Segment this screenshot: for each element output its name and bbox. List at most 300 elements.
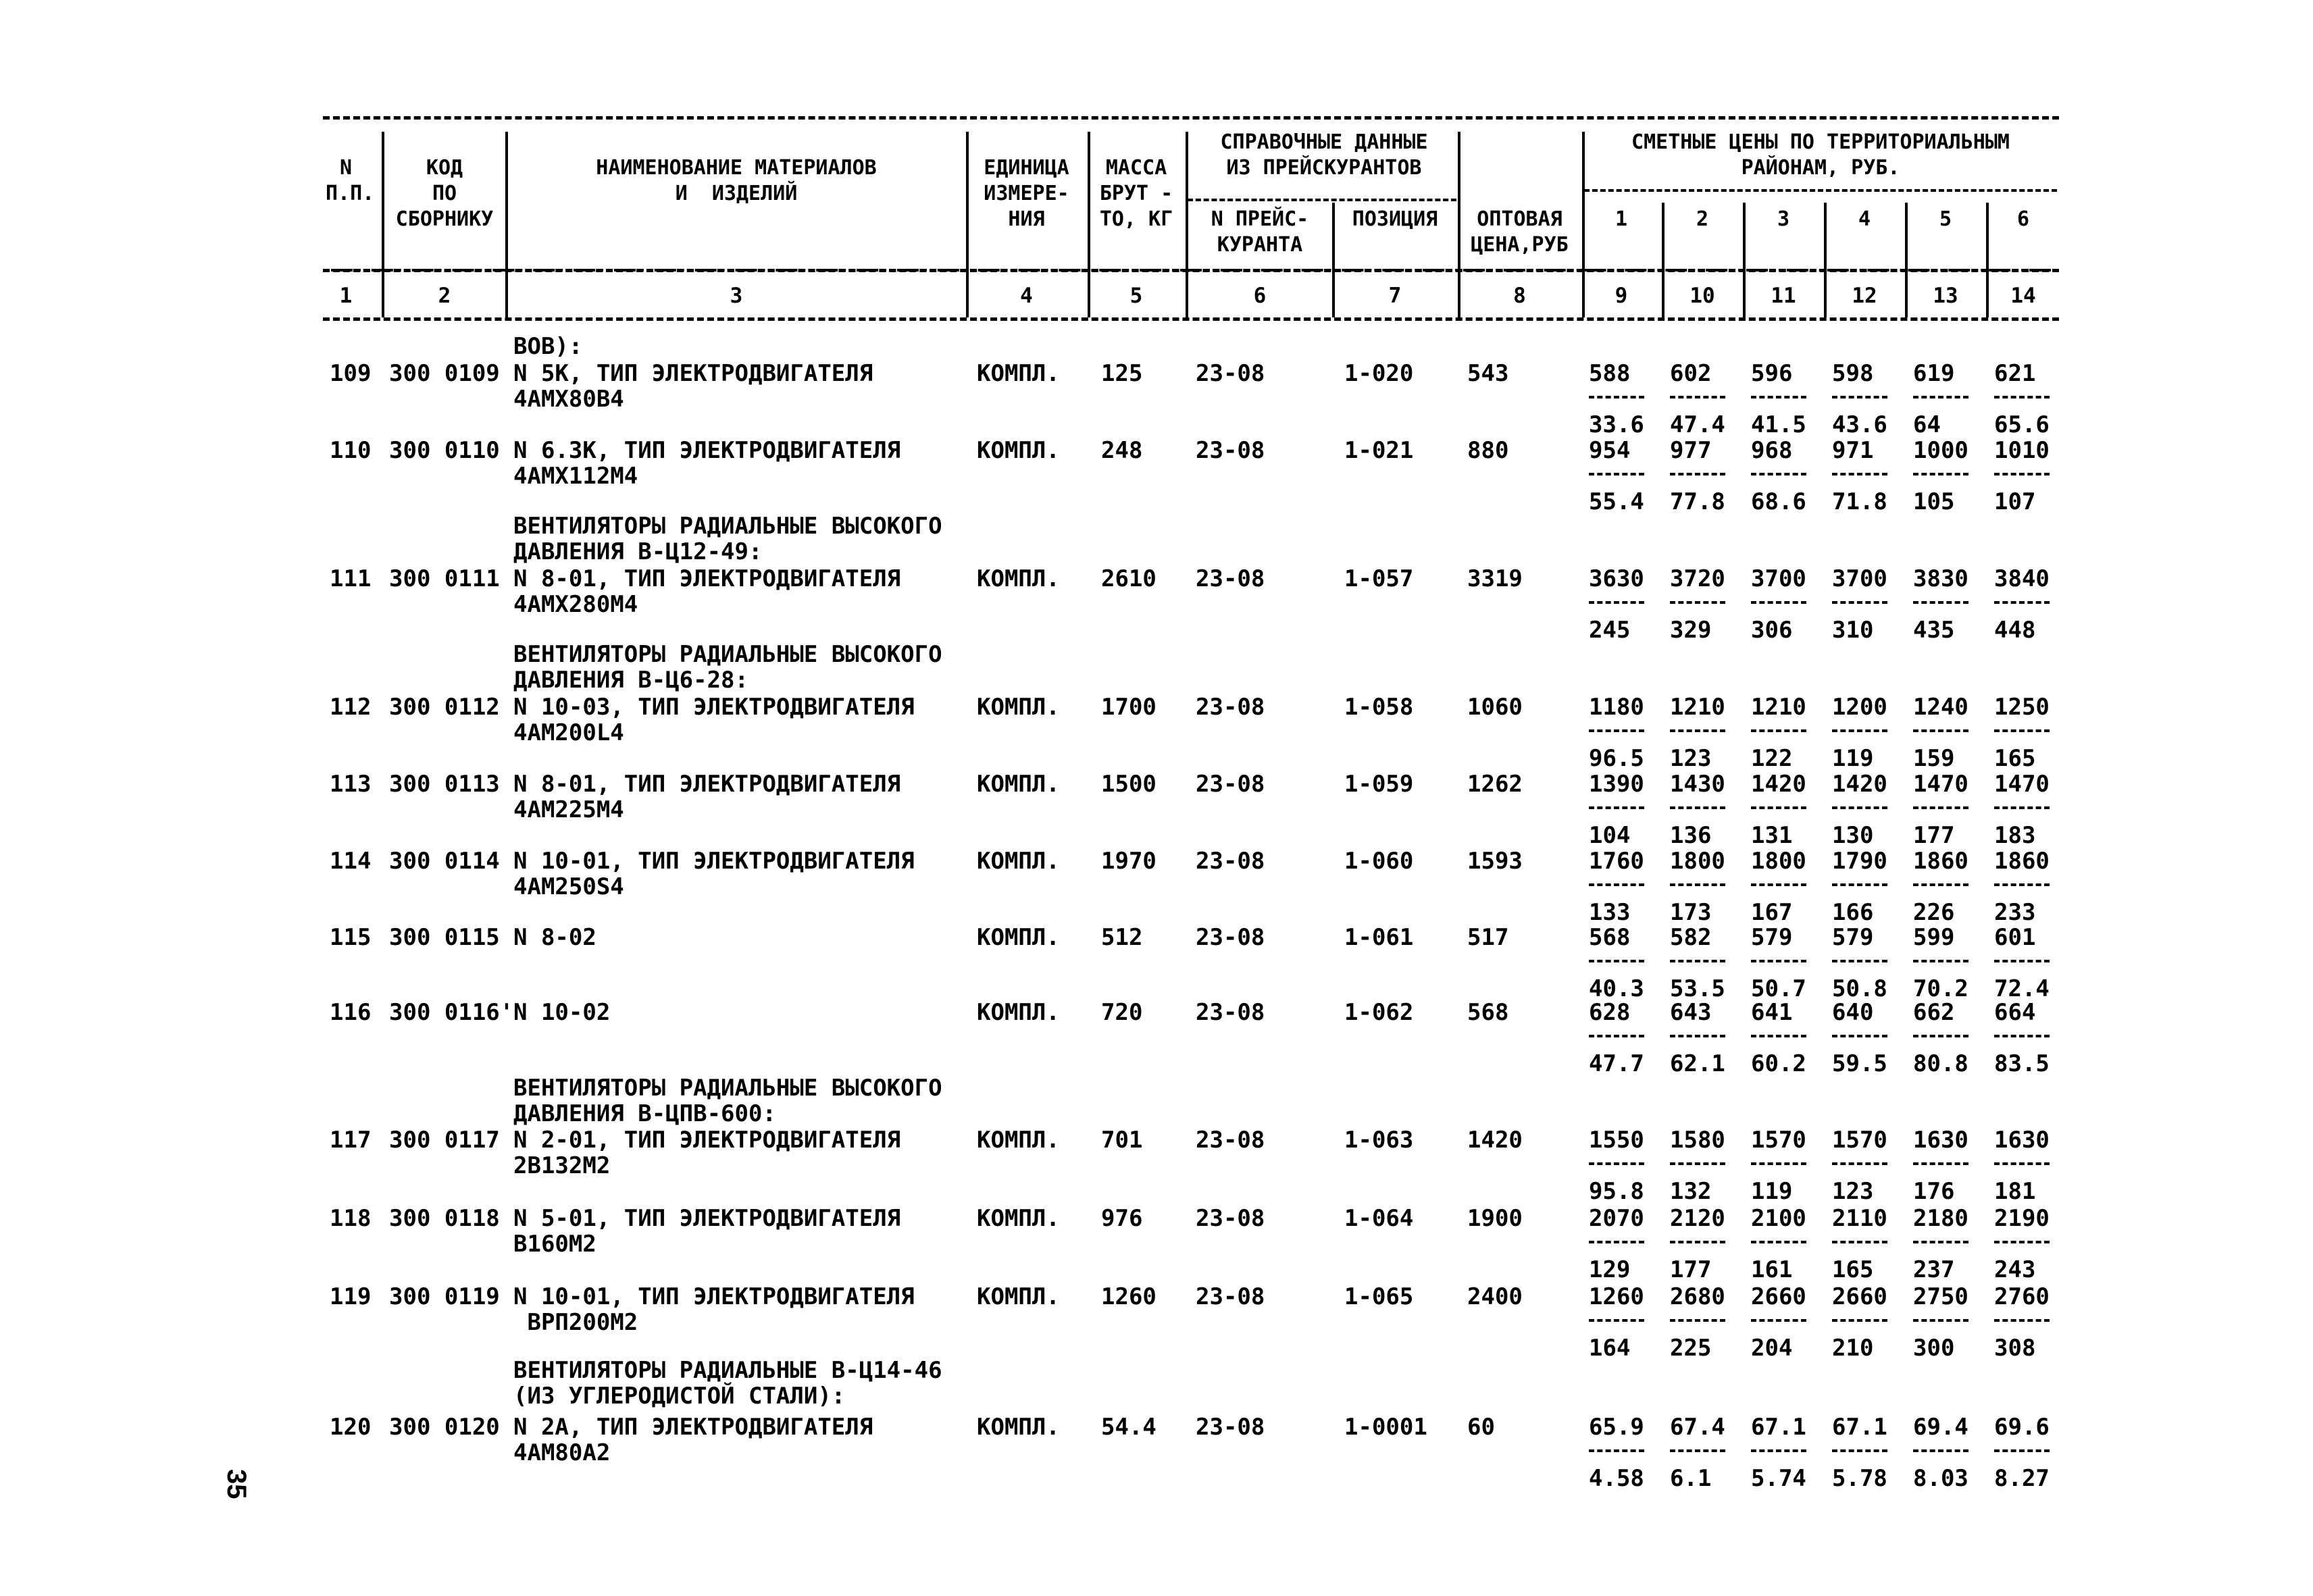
row-transport-district-3: 122 <box>1751 745 1793 772</box>
column-number: 1 <box>339 284 353 308</box>
fraction-bar <box>1751 473 1806 475</box>
row-mass: 701 <box>1101 1127 1143 1154</box>
fraction-bar <box>1670 473 1725 475</box>
fraction-bar <box>1751 806 1806 809</box>
row-price-district-6: 1250 <box>1994 694 2050 721</box>
row-code: 300 0118 <box>389 1205 500 1232</box>
row-code: 300 0120 <box>389 1414 500 1441</box>
fraction-bar <box>1913 1035 1968 1037</box>
row-number: 111 <box>330 565 372 592</box>
fraction-bar <box>1832 960 1887 962</box>
fraction-bar <box>1913 601 1968 604</box>
row-number: 120 <box>330 1414 372 1441</box>
header-separator <box>1824 203 1827 317</box>
row-price-district-5: 69.4 <box>1913 1414 1968 1441</box>
row-transport-district-4: 43.6 <box>1832 411 1887 438</box>
fraction-bar <box>1832 1241 1887 1243</box>
header-district-1: 1 <box>1615 207 1628 231</box>
row-price-district-1: 1260 <box>1589 1283 1644 1310</box>
row-transport-district-2: 173 <box>1670 899 1712 926</box>
row-transport-district-6: 308 <box>1994 1335 2036 1362</box>
row-price-district-6: 1010 <box>1994 437 2050 464</box>
row-name: N 8-01, ТИП ЭЛЕКТРОДВИГАТЕЛЯ 4АМ225М4 <box>513 771 901 823</box>
row-price-district-2: 643 <box>1670 999 1712 1026</box>
row-price-district-4: 971 <box>1832 437 1874 464</box>
row-transport-district-1: 55.4 <box>1589 488 1644 515</box>
row-price-district-3: 3700 <box>1751 565 1806 592</box>
row-transport-district-6: 83.5 <box>1994 1050 2050 1077</box>
fraction-bar <box>1589 601 1644 604</box>
row-transport-district-1: 245 <box>1589 617 1631 644</box>
fraction-bar <box>1589 473 1644 475</box>
row-price-district-5: 662 <box>1913 999 1955 1026</box>
row-transport-district-6: 8.27 <box>1994 1465 2050 1492</box>
row-pricelist: 23-08 <box>1196 848 1265 875</box>
row-pricelist: 23-08 <box>1196 565 1265 592</box>
row-transport-district-3: 60.2 <box>1751 1050 1806 1077</box>
row-unit: КОМПЛ. <box>977 1127 1060 1154</box>
row-transport-district-2: 132 <box>1670 1178 1712 1205</box>
row-price-district-6: 1470 <box>1994 771 2050 798</box>
row-transport-district-4: 310 <box>1832 617 1874 644</box>
header-district-5: 5 <box>1939 207 1952 231</box>
row-transport-district-5: 177 <box>1913 822 1955 849</box>
row-price-district-5: 2180 <box>1913 1205 1968 1232</box>
row-number: 118 <box>330 1205 372 1232</box>
row-price-district-4: 579 <box>1832 924 1874 951</box>
page-number: 35 <box>222 1469 251 1499</box>
header-estimate: СМЕТНЫЕ ЦЕНЫ ПО ТЕРРИТОРИАЛЬНЫМ РАЙОНАМ, РУБ. <box>1631 130 2010 180</box>
fraction-bar <box>1589 1449 1644 1452</box>
row-code: 300 0117 <box>389 1127 500 1154</box>
column-number: 7 <box>1388 284 1402 308</box>
fraction-bar <box>1913 729 1968 732</box>
row-price-district-1: 588 <box>1589 360 1631 387</box>
fraction-bar <box>1994 1035 2050 1037</box>
fraction-bar <box>1994 1449 2050 1452</box>
row-unit: КОМПЛ. <box>977 1283 1060 1310</box>
header-wholesale: ОПТОВАЯ ЦЕНА,РУБ <box>1471 207 1569 257</box>
row-name: N 5К, ТИП ЭЛЕКТРОДВИГАТЕЛЯ 4АМХ80В4 <box>513 360 873 413</box>
row-transport-district-5: 8.03 <box>1913 1465 1968 1492</box>
fraction-bar <box>1751 601 1806 604</box>
row-price-district-2: 2120 <box>1670 1205 1725 1232</box>
header-position: ПОЗИЦИЯ <box>1352 207 1438 231</box>
row-transport-district-2: 136 <box>1670 822 1712 849</box>
row-price-district-3: 596 <box>1751 360 1793 387</box>
row-transport-district-6: 181 <box>1994 1178 2036 1205</box>
row-transport-district-2: 123 <box>1670 745 1712 772</box>
row-price-district-5: 1240 <box>1913 694 1968 721</box>
row-mass: 54.4 <box>1101 1414 1156 1441</box>
header-np: N П.П. <box>326 156 375 205</box>
row-price-district-2: 67.4 <box>1670 1414 1725 1441</box>
row-transport-district-3: 167 <box>1751 899 1793 926</box>
row-position: 1-060 <box>1344 848 1414 875</box>
fraction-bar <box>1913 960 1968 962</box>
row-transport-district-4: 59.5 <box>1832 1050 1887 1077</box>
row-code: 300 0114 <box>389 848 500 875</box>
row-mass: 512 <box>1101 924 1143 951</box>
row-price-district-1: 1760 <box>1589 848 1644 875</box>
row-name: N 5-01, ТИП ЭЛЕКТРОДВИГАТЕЛЯ В160М2 <box>513 1205 901 1258</box>
row-unit: КОМПЛ. <box>977 1414 1060 1441</box>
row-price-district-4: 3700 <box>1832 565 1887 592</box>
row-price-district-3: 1210 <box>1751 694 1806 721</box>
fraction-bar <box>1913 473 1968 475</box>
row-transport-district-2: 53.5 <box>1670 975 1725 1002</box>
row-mass: 248 <box>1101 437 1143 464</box>
row-price-district-2: 1800 <box>1670 848 1725 875</box>
row-wholesale: 3319 <box>1467 565 1523 592</box>
fraction-bar <box>1589 960 1644 962</box>
fraction-bar <box>1751 396 1806 398</box>
group-header: ВЕНТИЛЯТОРЫ РАДИАЛЬНЫЕ В-Ц14-46 (ИЗ УГЛЕРОДИСТОЙ СТАЛИ): <box>513 1357 942 1410</box>
row-price-district-5: 2750 <box>1913 1283 1968 1310</box>
column-number: 12 <box>1852 284 1877 308</box>
row-mass: 1260 <box>1101 1283 1156 1310</box>
row-transport-district-6: 72.4 <box>1994 975 2050 1002</box>
row-transport-district-6: 243 <box>1994 1256 2036 1283</box>
row-transport-district-3: 41.5 <box>1751 411 1806 438</box>
fraction-bar <box>1832 883 1887 886</box>
row-transport-district-1: 40.3 <box>1589 975 1644 1002</box>
fraction-bar <box>1751 1319 1806 1322</box>
row-position: 1-065 <box>1344 1283 1414 1310</box>
row-transport-district-5: 237 <box>1913 1256 1955 1283</box>
row-price-district-2: 977 <box>1670 437 1712 464</box>
row-wholesale: 1262 <box>1467 771 1523 798</box>
fraction-bar <box>1751 1241 1806 1243</box>
row-transport-district-1: 4.58 <box>1589 1465 1644 1492</box>
row-pricelist: 23-08 <box>1196 360 1265 387</box>
fraction-bar <box>1832 729 1887 732</box>
column-number: 10 <box>1689 284 1715 308</box>
row-transport-district-5: 64 <box>1913 411 1941 438</box>
row-code: 300 0109 <box>389 360 500 387</box>
fraction-bar <box>1670 1319 1725 1322</box>
row-wholesale: 1593 <box>1467 848 1523 875</box>
row-transport-district-1: 95.8 <box>1589 1178 1644 1205</box>
header-separator <box>505 132 508 317</box>
row-unit: КОМПЛ. <box>977 848 1060 875</box>
fraction-bar <box>1751 960 1806 962</box>
row-mass: 1500 <box>1101 771 1156 798</box>
row-price-district-1: 1550 <box>1589 1127 1644 1154</box>
row-price-district-3: 2100 <box>1751 1205 1806 1232</box>
row-transport-district-4: 130 <box>1832 822 1874 849</box>
row-position: 1-064 <box>1344 1205 1414 1232</box>
row-transport-district-1: 133 <box>1589 899 1631 926</box>
row-pricelist: 23-08 <box>1196 924 1265 951</box>
row-position: 1-061 <box>1344 924 1414 951</box>
header-district-6: 6 <box>2016 207 2030 231</box>
row-unit: КОМПЛ. <box>977 771 1060 798</box>
row-position: 1-062 <box>1344 999 1414 1026</box>
header-mass: МАССА БРУТ - ТО, КГ <box>1099 156 1173 231</box>
row-wholesale: 880 <box>1467 437 1509 464</box>
row-transport-district-2: 177 <box>1670 1256 1712 1283</box>
row-pricelist: 23-08 <box>1196 1127 1265 1154</box>
row-transport-district-3: 204 <box>1751 1335 1793 1362</box>
row-price-district-1: 1180 <box>1589 694 1644 721</box>
fraction-bar <box>1994 1319 2050 1322</box>
row-number: 117 <box>330 1127 372 1154</box>
row-price-district-6: 2190 <box>1994 1205 2050 1232</box>
fraction-bar <box>1670 729 1725 732</box>
fraction-bar <box>1751 1449 1806 1452</box>
row-transport-district-1: 47.7 <box>1589 1050 1644 1077</box>
row-price-district-4: 2110 <box>1832 1205 1887 1232</box>
row-transport-district-4: 50.8 <box>1832 975 1887 1002</box>
row-price-district-3: 968 <box>1751 437 1793 464</box>
row-transport-district-6: 165 <box>1994 745 2036 772</box>
fraction-bar <box>1994 960 2050 962</box>
row-transport-district-5: 435 <box>1913 617 1955 644</box>
row-transport-district-3: 131 <box>1751 822 1793 849</box>
row-price-district-3: 1570 <box>1751 1127 1806 1154</box>
fraction-bar <box>1589 729 1644 732</box>
header-name: НАИМЕНОВАНИЕ МАТЕРИАЛОВ И ИЗДЕЛИЙ <box>596 156 877 205</box>
fraction-bar <box>1832 396 1887 398</box>
row-unit: КОМПЛ. <box>977 360 1060 387</box>
row-price-district-6: 2760 <box>1994 1283 2050 1310</box>
row-price-district-1: 2070 <box>1589 1205 1644 1232</box>
row-name: N 10-01, ТИП ЭЛЕКТРОДВИГАТЕЛЯ ВРП200М2 <box>513 1283 915 1336</box>
header-separator <box>1186 132 1188 317</box>
row-wholesale: 2400 <box>1467 1283 1523 1310</box>
header-code: КОД ПО СБОРНИКУ <box>395 156 494 231</box>
row-price-district-5: 1630 <box>1913 1127 1968 1154</box>
row-transport-district-1: 129 <box>1589 1256 1631 1283</box>
row-price-district-5: 1860 <box>1913 848 1968 875</box>
row-pricelist: 23-08 <box>1196 1414 1265 1441</box>
row-unit: КОМПЛ. <box>977 999 1060 1026</box>
row-price-district-1: 954 <box>1589 437 1631 464</box>
row-price-district-6: 69.6 <box>1994 1414 2050 1441</box>
fraction-bar <box>1670 601 1725 604</box>
fraction-bar <box>1994 806 2050 809</box>
row-unit: КОМПЛ. <box>977 565 1060 592</box>
row-name: N 10-02 <box>513 999 611 1026</box>
row-price-district-2: 1430 <box>1670 771 1725 798</box>
row-transport-district-2: 47.4 <box>1670 411 1725 438</box>
header-sub-rule <box>1584 189 2057 192</box>
row-transport-district-6: 233 <box>1994 899 2036 926</box>
fraction-bar <box>1589 396 1644 398</box>
row-price-district-1: 1390 <box>1589 771 1644 798</box>
fraction-bar <box>1670 1035 1725 1037</box>
fraction-bar <box>1994 883 2050 886</box>
group-header: ВЕНТИЛЯТОРЫ РАДИАЛЬНЫЕ ВЫСОКОГО ДАВЛЕНИЯ В-Ц12-49: <box>513 513 942 565</box>
row-transport-district-2: 62.1 <box>1670 1050 1725 1077</box>
row-price-district-2: 1580 <box>1670 1127 1725 1154</box>
row-number: 114 <box>330 848 372 875</box>
column-number: 9 <box>1615 284 1628 308</box>
row-code: 300 0113 <box>389 771 500 798</box>
row-name: N 8-02 <box>513 924 596 951</box>
row-mass: 1700 <box>1101 694 1156 721</box>
column-number: 4 <box>1020 284 1033 308</box>
row-pricelist: 23-08 <box>1196 694 1265 721</box>
fraction-bar <box>1670 1449 1725 1452</box>
row-pricelist: 23-08 <box>1196 1205 1265 1232</box>
row-code: 300 0111 <box>389 565 500 592</box>
fraction-bar <box>1913 806 1968 809</box>
fraction-bar <box>1994 396 2050 398</box>
row-name: N 8-01, ТИП ЭЛЕКТРОДВИГАТЕЛЯ 4АМХ280М4 <box>513 565 901 618</box>
row-transport-district-1: 33.6 <box>1589 411 1644 438</box>
row-price-district-2: 3720 <box>1670 565 1725 592</box>
fraction-bar <box>1832 473 1887 475</box>
fraction-bar <box>1832 1449 1887 1452</box>
header-district-3: 3 <box>1777 207 1790 231</box>
row-number: 110 <box>330 437 372 464</box>
row-price-district-6: 1860 <box>1994 848 2050 875</box>
fraction-bar <box>1832 806 1887 809</box>
row-transport-district-6: 107 <box>1994 488 2036 515</box>
fraction-bar <box>1751 1035 1806 1037</box>
row-price-district-4: 67.1 <box>1832 1414 1887 1441</box>
row-position: 1-057 <box>1344 565 1414 592</box>
row-position: 1-058 <box>1344 694 1414 721</box>
colnum-bottom-rule <box>323 317 2059 321</box>
row-transport-district-5: 176 <box>1913 1178 1955 1205</box>
row-transport-district-2: 225 <box>1670 1335 1712 1362</box>
fraction-bar <box>1670 1162 1725 1165</box>
header-separator <box>1743 203 1746 317</box>
row-name: N 10-03, ТИП ЭЛЕКТРОДВИГАТЕЛЯ 4АМ200L4 <box>513 694 915 746</box>
row-transport-district-4: 123 <box>1832 1178 1874 1205</box>
row-price-district-3: 67.1 <box>1751 1414 1806 1441</box>
row-transport-district-6: 448 <box>1994 617 2036 644</box>
row-transport-district-5: 226 <box>1913 899 1955 926</box>
fraction-bar <box>1994 1162 2050 1165</box>
header-separator <box>1905 203 1908 317</box>
row-code: 300 0112 <box>389 694 500 721</box>
row-code: 300 0119 <box>389 1283 500 1310</box>
row-code: 300 0116' <box>389 999 514 1026</box>
group-header: ВЕНТИЛЯТОРЫ РАДИАЛЬНЫЕ ВЫСОКОГО ДАВЛЕНИЯ В-ЦПВ-600: <box>513 1075 942 1127</box>
row-price-district-2: 2680 <box>1670 1283 1725 1310</box>
row-number: 109 <box>330 360 372 387</box>
row-mass: 2610 <box>1101 565 1156 592</box>
row-transport-district-3: 119 <box>1751 1178 1793 1205</box>
column-number: 8 <box>1513 284 1526 308</box>
fraction-bar <box>1994 729 2050 732</box>
fraction-bar <box>1913 1162 1968 1165</box>
row-transport-district-3: 50.7 <box>1751 975 1806 1002</box>
header-district-2: 2 <box>1696 207 1709 231</box>
fraction-bar <box>1751 729 1806 732</box>
row-transport-district-4: 5.78 <box>1832 1465 1887 1492</box>
column-number: 14 <box>2010 284 2036 308</box>
fraction-bar <box>1832 1162 1887 1165</box>
row-transport-district-1: 104 <box>1589 822 1631 849</box>
row-name: N 2-01, ТИП ЭЛЕКТРОДВИГАТЕЛЯ 2В132М2 <box>513 1127 901 1179</box>
row-price-district-6: 621 <box>1994 360 2036 387</box>
row-name: N 6.3К, ТИП ЭЛЕКТРОДВИГАТЕЛЯ 4АМХ112М4 <box>513 437 901 490</box>
fraction-bar <box>1913 883 1968 886</box>
fraction-bar <box>1913 1241 1968 1243</box>
fraction-bar <box>1589 806 1644 809</box>
row-price-district-4: 1200 <box>1832 694 1887 721</box>
fraction-bar <box>1994 1241 2050 1243</box>
row-transport-district-3: 68.6 <box>1751 488 1806 515</box>
row-price-district-1: 65.9 <box>1589 1414 1644 1441</box>
fraction-bar <box>1589 1035 1644 1037</box>
header-separator <box>1986 203 1989 317</box>
row-unit: КОМПЛ. <box>977 694 1060 721</box>
row-price-district-3: 2660 <box>1751 1283 1806 1310</box>
row-number: 116 <box>330 999 372 1026</box>
row-transport-district-2: 6.1 <box>1670 1465 1712 1492</box>
row-transport-district-1: 96.5 <box>1589 745 1644 772</box>
row-transport-district-6: 183 <box>1994 822 2036 849</box>
row-transport-district-2: 77.8 <box>1670 488 1725 515</box>
row-number: 115 <box>330 924 372 951</box>
row-price-district-3: 1420 <box>1751 771 1806 798</box>
row-transport-district-5: 70.2 <box>1913 975 1968 1002</box>
table-top-rule <box>323 116 2059 120</box>
row-transport-district-5: 159 <box>1913 745 1955 772</box>
row-position: 1-0001 <box>1344 1414 1427 1441</box>
row-price-district-1: 628 <box>1589 999 1631 1026</box>
row-position: 1-059 <box>1344 771 1414 798</box>
group-header: ВОВ): <box>513 333 583 360</box>
header-reference: СПРАВОЧНЫЕ ДАННЫЕ ИЗ ПРЕЙСКУРАНТОВ <box>1220 130 1428 180</box>
fraction-bar <box>1589 1241 1644 1243</box>
row-transport-district-4: 119 <box>1832 745 1874 772</box>
row-transport-district-2: 329 <box>1670 617 1712 644</box>
row-unit: КОМПЛ. <box>977 437 1060 464</box>
fraction-bar <box>1670 1241 1725 1243</box>
row-position: 1-021 <box>1344 437 1414 464</box>
row-wholesale: 1060 <box>1467 694 1523 721</box>
row-transport-district-3: 161 <box>1751 1256 1793 1283</box>
row-price-district-3: 579 <box>1751 924 1793 951</box>
fraction-bar <box>1832 601 1887 604</box>
row-transport-district-4: 71.8 <box>1832 488 1887 515</box>
row-price-district-6: 1630 <box>1994 1127 2050 1154</box>
fraction-bar <box>1832 1035 1887 1037</box>
row-price-district-2: 582 <box>1670 924 1712 951</box>
row-unit: КОМПЛ. <box>977 924 1060 951</box>
row-transport-district-3: 306 <box>1751 617 1793 644</box>
row-transport-district-5: 300 <box>1913 1335 1955 1362</box>
row-price-district-3: 641 <box>1751 999 1793 1026</box>
row-price-district-1: 3630 <box>1589 565 1644 592</box>
row-mass: 976 <box>1101 1205 1143 1232</box>
row-name: N 10-01, ТИП ЭЛЕКТРОДВИГАТЕЛЯ 4АМ250S4 <box>513 848 915 900</box>
fraction-bar <box>1832 1319 1887 1322</box>
row-mass: 720 <box>1101 999 1143 1026</box>
row-pricelist: 23-08 <box>1196 1283 1265 1310</box>
fraction-bar <box>1670 396 1725 398</box>
fraction-bar <box>1994 601 2050 604</box>
row-price-district-4: 1790 <box>1832 848 1887 875</box>
row-wholesale: 1420 <box>1467 1127 1523 1154</box>
fraction-bar <box>1994 473 2050 475</box>
row-wholesale: 543 <box>1467 360 1509 387</box>
row-price-district-6: 3840 <box>1994 565 2050 592</box>
fraction-bar <box>1913 1449 1968 1452</box>
row-price-district-5: 599 <box>1913 924 1955 951</box>
column-number: 3 <box>730 284 743 308</box>
row-number: 119 <box>330 1283 372 1310</box>
row-price-district-5: 1000 <box>1913 437 1968 464</box>
row-transport-district-4: 166 <box>1832 899 1874 926</box>
